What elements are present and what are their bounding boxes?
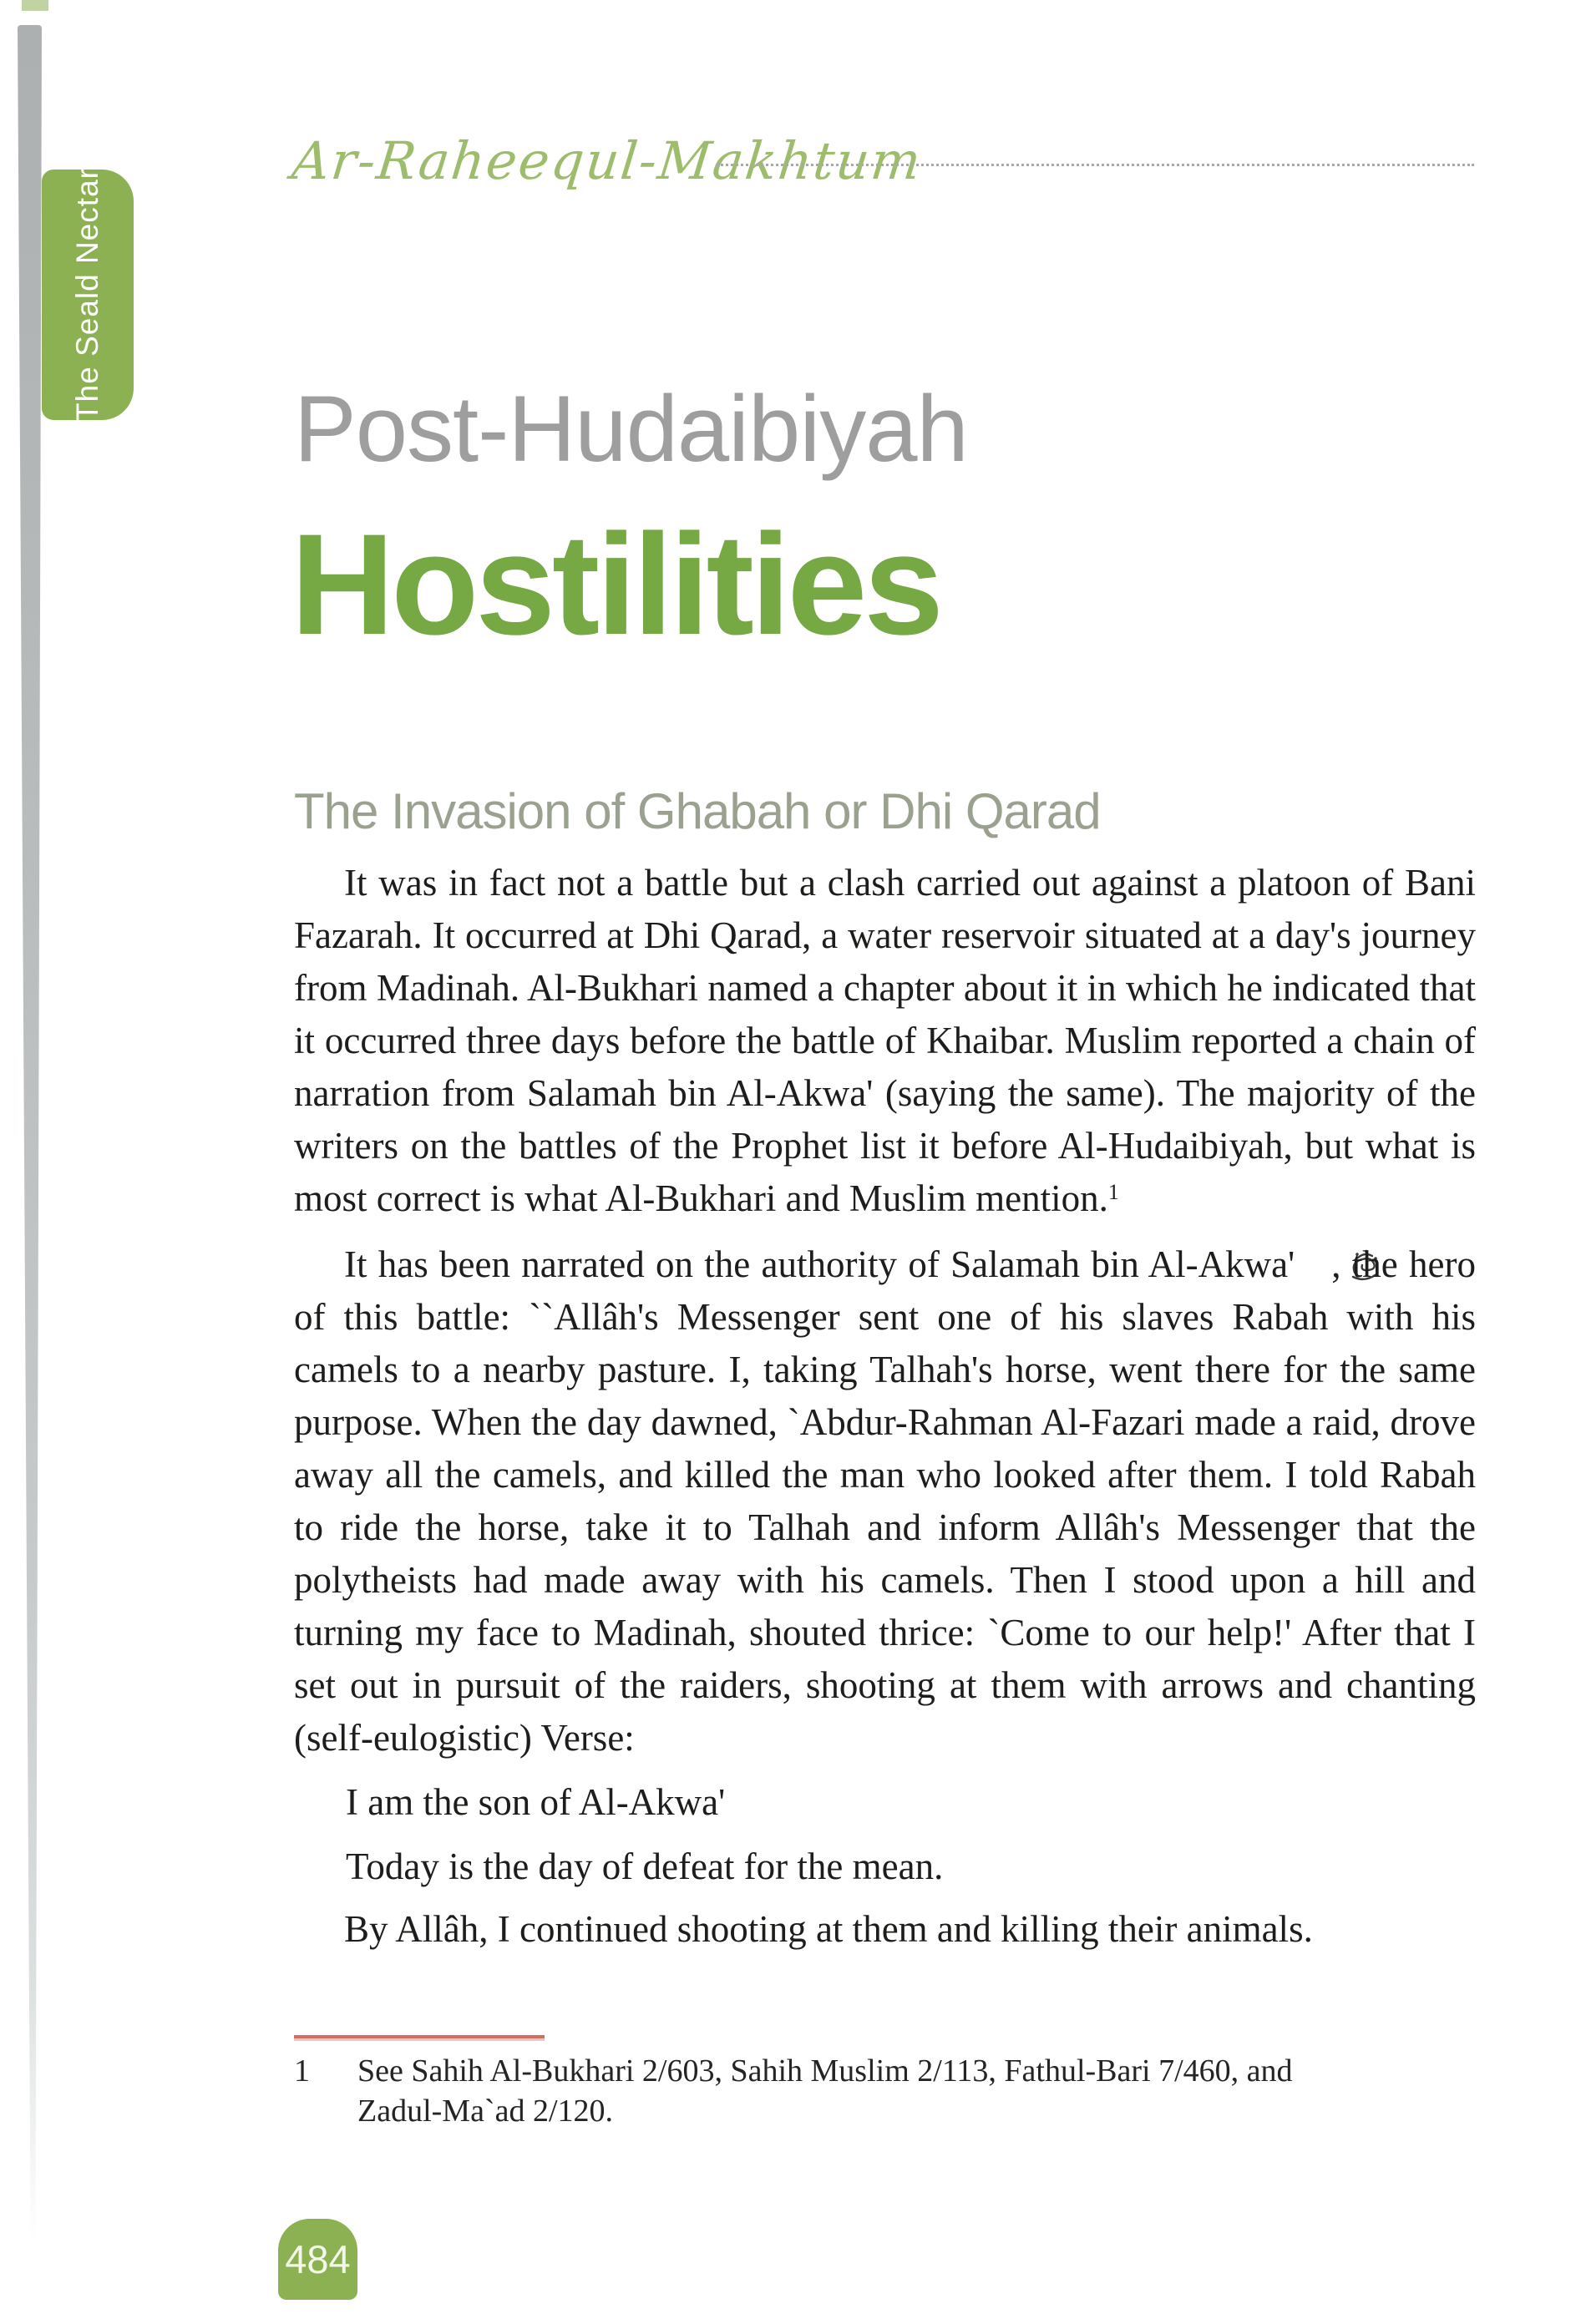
section-heading: The Invasion of Ghabah or Dhi Qarad [294, 783, 1101, 839]
footnote-separator-rule [294, 2035, 545, 2038]
footnote-reference: 1 [1107, 1180, 1119, 1204]
page-number: 484 [285, 2237, 351, 2281]
footnote-number: 1 [294, 2053, 310, 2089]
page-edge-shadow [18, 25, 42, 2242]
page-number-badge [278, 2219, 357, 2300]
chapter-title-main: Hostilities [291, 504, 940, 665]
running-header-script-title: Ar-Raheequl-Makhtum [289, 130, 925, 191]
honorific-icon [1298, 1245, 1331, 1280]
sidebar-tab-label: The Seald Nectar [70, 168, 104, 422]
body-text [294, 857, 1476, 1956]
paragraph-2-text-before: It has been narrated on the authority of Salamah bin Al-Akwa' [344, 1243, 1295, 1285]
scan-corner-mark [22, 0, 48, 11]
paragraph-2-text-after: , the hero of this battle: ``Allâh's Messenger sent one of his slaves Rabah with his camels to a nearby pasture. I, taking Talhah's horse, went there for the same purpose. When the day dawned, `Abdur-Rahman Al-Fazari made a raid, drove away all the camels, and killed the man who looked after them. I told Rabah to ride the horse, take it to Talhah and inform Allâh's Messenger that the polytheists had made away with his camels. Then I stood upon a hill and turning my face to Madinah, shouted thrice: `Come to our help!' After that I set out in pursuit of the raiders, shooting at them with arrows and chanting (self-eulogistic) Verse: [294, 1243, 1476, 1759]
closing-line: By Allâh, I continued shooting at them and killing their animals. [344, 1908, 1313, 1950]
verse-line-1: I am the son of Al-Akwa' [346, 1781, 726, 1823]
header-dotted-rule [717, 164, 1474, 166]
sidebar-tab-the-sealed-nectar [42, 170, 134, 420]
paragraph-1 [294, 857, 1476, 1225]
paragraph-1-text: It was in fact not a battle but a clash carried out against a platoon of Bani Fazarah. It occurred at Dhi Qarad, a water reservoir situated at a day's journey from Madinah. Al-Bukhari named a chapter about it in which he indicated that it occurred three days before the battle of Khaibar. Muslim reported a chain of narration from Salamah bin Al-Akwa' (saying the same). The majority of the writers on the battles of the Prophet list it before Al-Hudaibiyah, but what is most correct is what Al-Bukhari and Muslim mention. [294, 862, 1476, 1219]
footnote [294, 2051, 1371, 2131]
verse-line-2: Today is the day of defeat for the mean. [346, 1846, 944, 1887]
footnote-text: See Sahih Al-Bukhari 2/603, Sahih Muslim 2/113, Fathul-Bari 7/460, and Zadul-Ma`ad 2/120. [357, 2053, 1293, 2129]
paragraph-2 [294, 1238, 1476, 1765]
chapter-title-pre: Post-Hudaibiyah [294, 377, 968, 481]
